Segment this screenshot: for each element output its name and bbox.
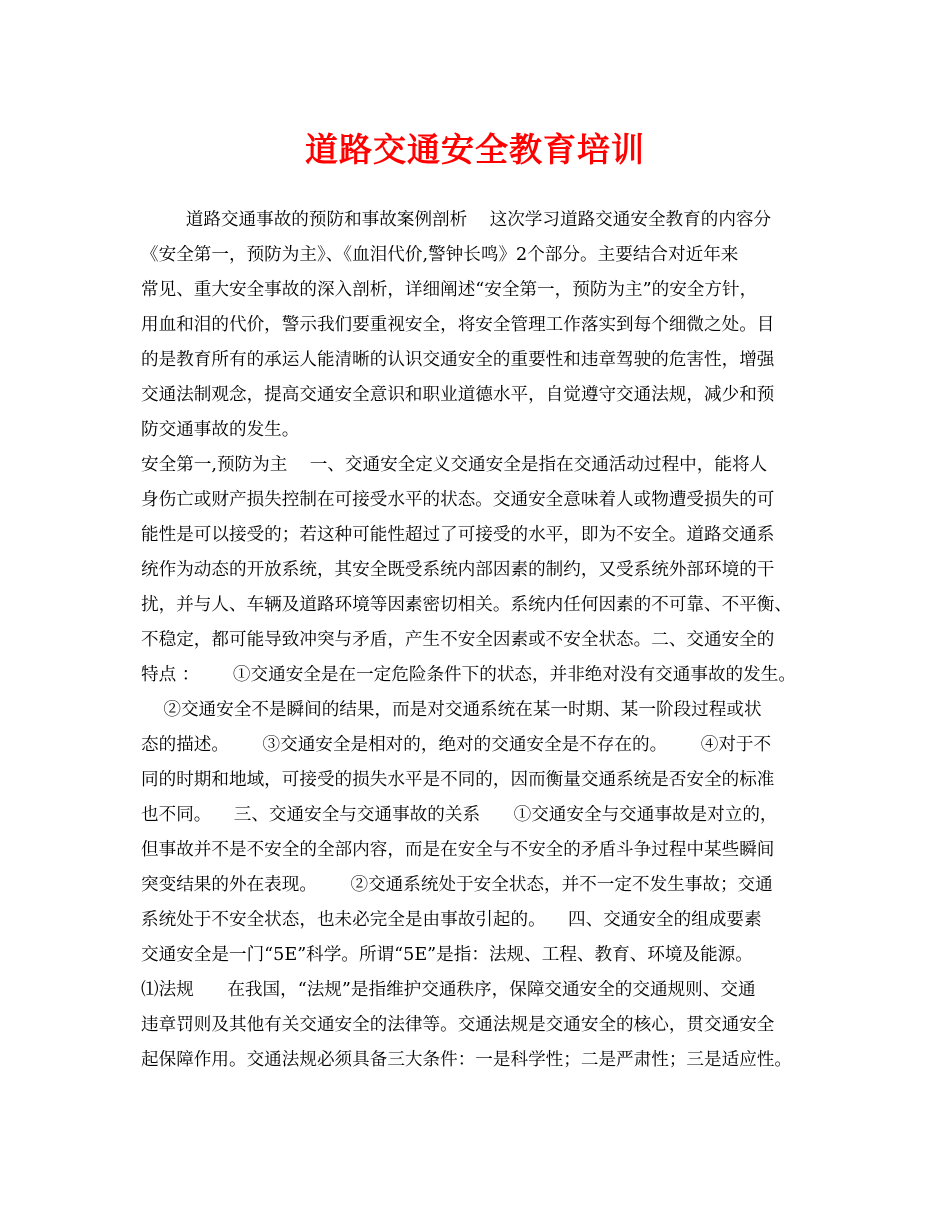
body-line: 起保障作用。交通法规必须具备三大条件：一是科学性；二是严肃性；三是适应性。 bbox=[141, 1050, 792, 1070]
body-line: 突变结果的外在表现。 ②交通系统处于安全状态，并不一定不发生事故；交通 bbox=[141, 875, 773, 895]
body-line: 态的描述。 ③交通安全是相对的，绝对的交通安全是不存在的。 ④对于不 bbox=[141, 735, 772, 755]
body-line: 道路交通事故的预防和事故案例剖析 这次学习道路交通安全教育的内容分 bbox=[141, 210, 772, 230]
body-line: 特点 ： ①交通安全是在一定危险条件下的状态，并非绝对没有交通事故的发生。 bbox=[141, 665, 796, 685]
body-line: 《安全第一，预防为主》、《血泪代价,警钟长鸣》2个部分。主要结合对近年来 bbox=[141, 245, 739, 265]
body-line: 不稳定，都可能导致冲突与矛盾，产生不安全因素或不安全状态。二、交通安全的 bbox=[141, 630, 775, 650]
document-body bbox=[141, 203, 831, 1078]
body-line: 用血和泪的代价，警示我们要重视安全，将安全管理工作落实到每个细微之处。目 bbox=[141, 315, 775, 335]
body-line: 同的时期和地域，可接受的损失水平是不同的，因而衡量交通系统是否安全的标准 bbox=[141, 770, 775, 790]
body-line: 防交通事故的发生。 bbox=[141, 420, 300, 440]
body-line: ⑴法规 在我国，“法规”是指维护交通秩序，保障交通安全的交通规则、交通 bbox=[141, 980, 756, 1000]
body-line: 能性是可以接受的；若这种可能性超过了可接受的水平，即为不安全。道路交通系 bbox=[141, 525, 775, 545]
body-line: 违章罚则及其他有关交通安全的法律等。交通法规是交通安全的核心，贯交通安全 bbox=[141, 1015, 775, 1035]
body-line: 统作为动态的开放系统，其安全既受系统内部因素的制约，又受系统外部环境的干 bbox=[141, 560, 775, 580]
body-line: 扰，并与人、车辆及道路环境等因素密切相关。系统内任何因素的不可靠、不平衡、 bbox=[141, 595, 792, 615]
document-title: 道路交通安全教育培训 bbox=[305, 130, 645, 169]
body-line: ②交通安全不是瞬间的结果，而是对交通系统在某一时期、某一阶段过程或状 bbox=[141, 700, 762, 720]
body-line: 交通安全是一门“5E”科学。所谓“5E”是指：法规、工程、教育、环境及能源。 bbox=[141, 945, 753, 965]
body-line: 身伤亡或财产损失控制在可接受水平的状态。交通安全意味着人或物遭受损失的可 bbox=[141, 490, 775, 510]
body-line: 安全第一,预防为主 一、交通安全定义交通安全是指在交通活动过程中，能将人 bbox=[141, 455, 768, 475]
body-line: 常见、重大安全事故的深入剖析，详细阐述“安全第一，预防为主”的安全方针， bbox=[141, 280, 758, 300]
body-line: 但事故并不是不安全的全部内容，而是在安全与不安全的矛盾斗争过程中某些瞬间 bbox=[141, 840, 775, 860]
body-line: 也不同。 三、交通安全与交通事故的关系 ①交通安全与交通事故是对立的， bbox=[141, 805, 778, 825]
body-line: 的是教育所有的承运人能清晰的认识交通安全的重要性和违章驾驶的危害性，增强 bbox=[141, 350, 775, 370]
body-line: 交通法制观念，提高交通安全意识和职业道德水平，自觉遵守交通法规，减少和预 bbox=[141, 385, 775, 405]
body-line: 系统处于不安全状态，也未必完全是由事故引起的。 四、交通安全的组成要素 bbox=[141, 910, 762, 930]
